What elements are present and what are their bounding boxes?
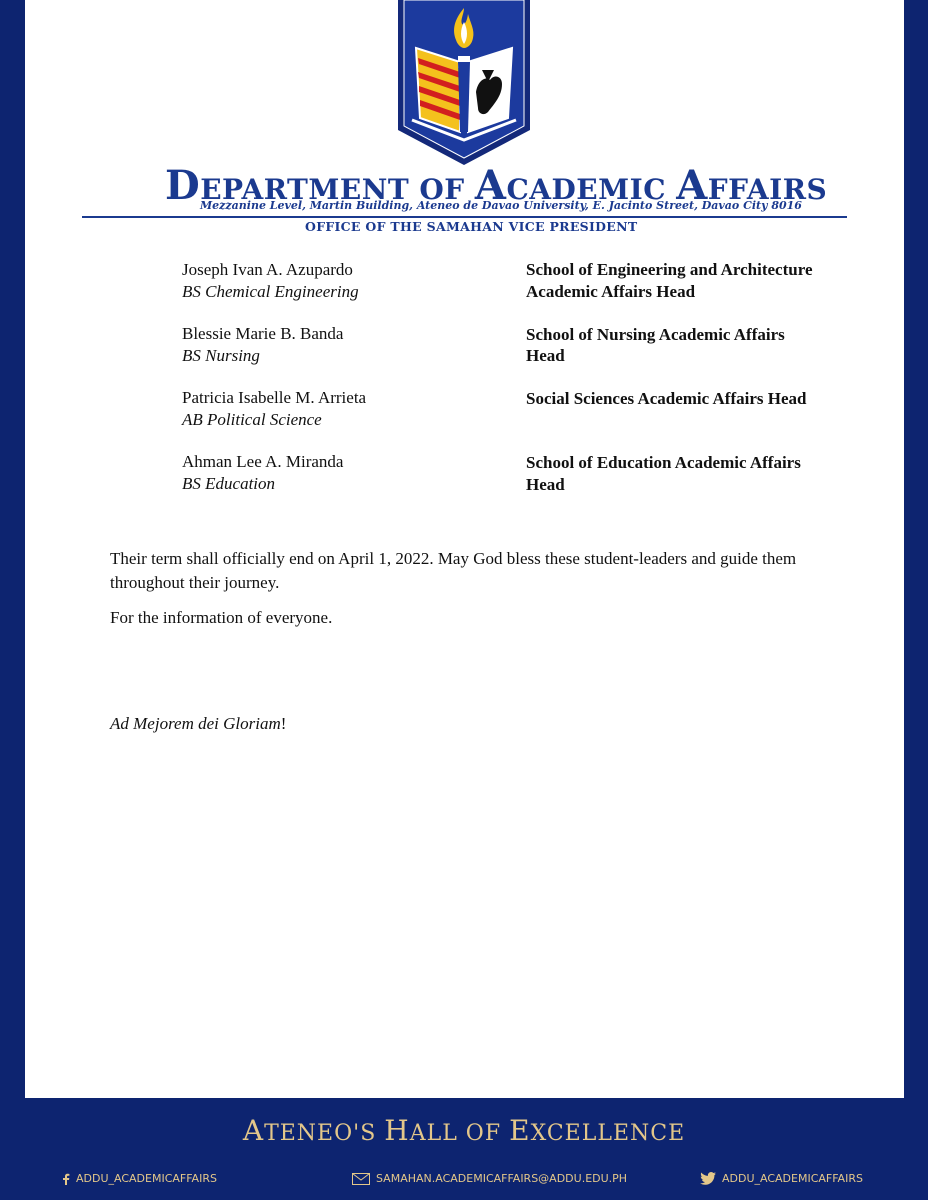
university-crest-logo	[398, 0, 530, 165]
appointee-course: BS Nursing	[182, 345, 260, 365]
facebook-icon	[62, 1173, 70, 1185]
mail-icon	[352, 1173, 370, 1185]
appointee-course: BS Chemical Engineering	[182, 281, 359, 301]
footer-initial-a: A	[242, 1114, 265, 1147]
info-line: For the information of everyone.	[110, 608, 333, 627]
role-block	[526, 259, 826, 324]
appointee-name: Joseph Ivan A. Azupardo	[182, 260, 353, 279]
facebook-link[interactable]	[62, 1172, 217, 1185]
appointee-role: School of Nursing Academic Affairs Head	[526, 324, 785, 365]
appointee-name: Ahman Lee A. Miranda	[182, 452, 344, 471]
office-name: OFFICE OF THE SAMAHAN VICE PRESIDENT	[305, 219, 638, 234]
twitter-handle: ADDU_ACADEMICAFFAIRS	[722, 1172, 863, 1185]
role-block	[526, 452, 826, 495]
title-part-1: EPARTMENT OF	[200, 173, 475, 206]
appointee-name: Patricia Isabelle M. Arrieta	[182, 388, 367, 407]
footer-part-1: TENEO'S	[264, 1121, 385, 1146]
footer-title	[0, 1114, 928, 1147]
office-address: Mezzanine Level, Martin Building, Ateneo de Davao University, E. Jacinto Street, Davao City 8016	[200, 199, 802, 212]
role-block	[526, 324, 826, 389]
closing-punctuation: !	[280, 714, 287, 733]
appointee-names-column	[182, 259, 512, 494]
appointee-role: Social Sciences Academic Affairs Head	[526, 389, 807, 408]
footer-initial-e: E	[509, 1114, 531, 1147]
footer-initial-h: H	[384, 1114, 410, 1147]
role-block	[526, 388, 826, 452]
title-initial-a2: A	[676, 162, 708, 209]
appointee-course: BS Education	[182, 473, 276, 493]
appointee-course: AB Political Science	[182, 409, 322, 429]
footer-part-3: XCELLENCE	[530, 1121, 686, 1146]
title-part-3: FFAIRS	[707, 173, 828, 206]
twitter-link[interactable]	[700, 1172, 863, 1185]
email-address: SAMAHAN.ACADEMICAFFAIRS@ADDU.EDU.PH	[376, 1172, 628, 1185]
twitter-icon	[700, 1172, 716, 1185]
appointee-roles-column	[526, 259, 826, 495]
facebook-handle: ADDU_ACADEMICAFFAIRS	[76, 1172, 217, 1185]
title-initial-a: A	[474, 162, 507, 209]
title-initial-d: D	[165, 162, 201, 209]
appointee-role: School of Education Academic Affairs Head	[526, 453, 801, 494]
closing-motto: Ad Mejorem dei Gloriam	[110, 714, 281, 733]
footer-part-2: ALL OF	[409, 1121, 510, 1146]
title-part-2: CADEMIC	[506, 173, 677, 206]
email-link[interactable]	[352, 1172, 627, 1185]
closing-line	[110, 712, 810, 736]
term-paragraph: Their term shall officially end on April 1, 2022. May God bless these student-leaders and guide them throughout their journey.	[110, 549, 797, 592]
appointee-role: School of Engineering and Architecture Academic Affairs Head	[526, 260, 813, 301]
header-divider	[82, 216, 847, 218]
appointee-name: Blessie Marie B. Banda	[182, 324, 344, 343]
